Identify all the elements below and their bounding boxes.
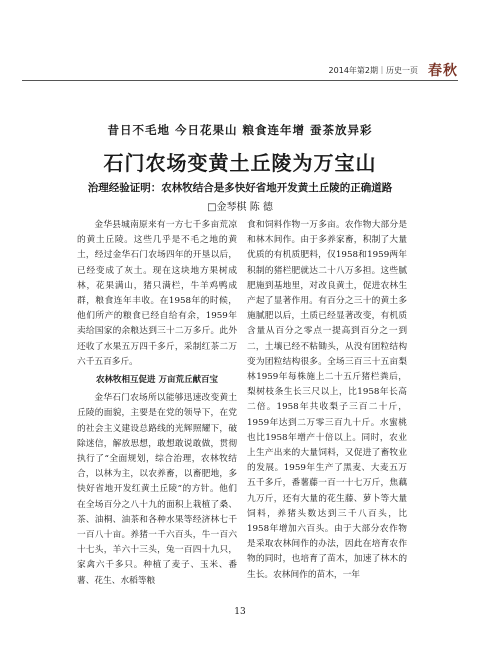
left-column	[77, 218, 237, 589]
issue-info: 2014年第2期｜历史一页	[328, 66, 418, 75]
article-title: 石门农场变黄土丘陵为万宝山	[103, 151, 377, 175]
authors: □金琴棋 陈 德	[207, 202, 273, 213]
page-number: 13	[234, 607, 246, 617]
paragraph: 食和饲料作物一万多亩。农作物大部分是和林木间作。由于多养家畜，积制了大量优质的有机质肥料，仅1958和1959两年积制的猪栏肥就达二十八万多担。这些腻肥施到基地里，对改良黄土，促进农林生产起了显著作用。有百分之三十的黄土多施腻肥以后，土质已经显著改变，有机质含量从百分之零点一提高到百分之一到二，土壤已经不粘锄头，从没有团粒结构变为团粒结构很多。全场三百三十五亩梨林1959年每株施上二十五斤猪栏粪后，梨树枝条生长三尺以上，比1958年长高二倍。1958年共收梨子三百二十斤，1959年达到二万零三百九十斤。水蜜桃也比1958年增产十倍以上。同时，农业上生产出来的大量饲料，又促进了畜牧业的发展。1959年生产了黑麦、大麦五万五千多斤，番薯藤一百一十七万斤，焦藕九万斤，还有大量的花生藤、萝卜等大量饲料，养猪头数达到三千八百头，比1958年增加六百头。由于大部分农作物是采取农林间作的办法，因此在培育农作物的同时，也培育了苗木，加速了林木的生长。农林间作的苗木，一年	[247, 220, 407, 580]
right-column	[247, 218, 407, 583]
header-rule	[22, 80, 458, 81]
section-heading: 农林牧相互促进 万亩荒丘献百宝	[96, 375, 218, 386]
paragraph: 金华石门农场所以能够迅速改变黄土丘陵的面貌，主要是在党的领导下，在党的社会主义建设总路线的光辉照耀下，破除迷信，解放思想，敢想敢说敢做，贯彻执行了“全面规划，综合治理，农林牧结合，以林为主，以农养畜，以畜肥地，多快好省地开发红黄土丘陵”的方针。他们在全场百分之八十九的面积上栽植了桑、茶、油桐、油茶和各种水果等经济林七千一百八十亩。养猪一千六百头，牛一百六十七头，羊六十三头，兔一百四十九只，家禽六千多只。种植了麦子、玉米、番薯、花生、水稻等粮	[77, 393, 237, 586]
kicker: 昔日不毛地 今日花果山 粮食连年增 蚕茶放异彩	[107, 123, 373, 137]
page-header	[0, 58, 480, 82]
article-subtitle: 治理经验证明：农林牧结合是多快好省地开发黄土丘陵的正确道路	[87, 182, 393, 194]
magazine-name: 春秋	[428, 63, 458, 79]
paragraph: 金华县城南原来有一方七千多亩荒凉的黄土丘陵。这些几乎是不毛之地的黄土，经过金华石门农场四年的开垦以后，已经变成了灰土。现在这块地方果树成林，花果满山，猪只满栏，牛羊鸡鸭成群，粮食连年丰收。在1958年的时候，他们所产的粮食已经自给有余，1959年卖给国家的余粮达到三十二万多斤。此外还收了水果五万四千多斤，采制红茶二万六千五百多斤。	[77, 220, 237, 367]
